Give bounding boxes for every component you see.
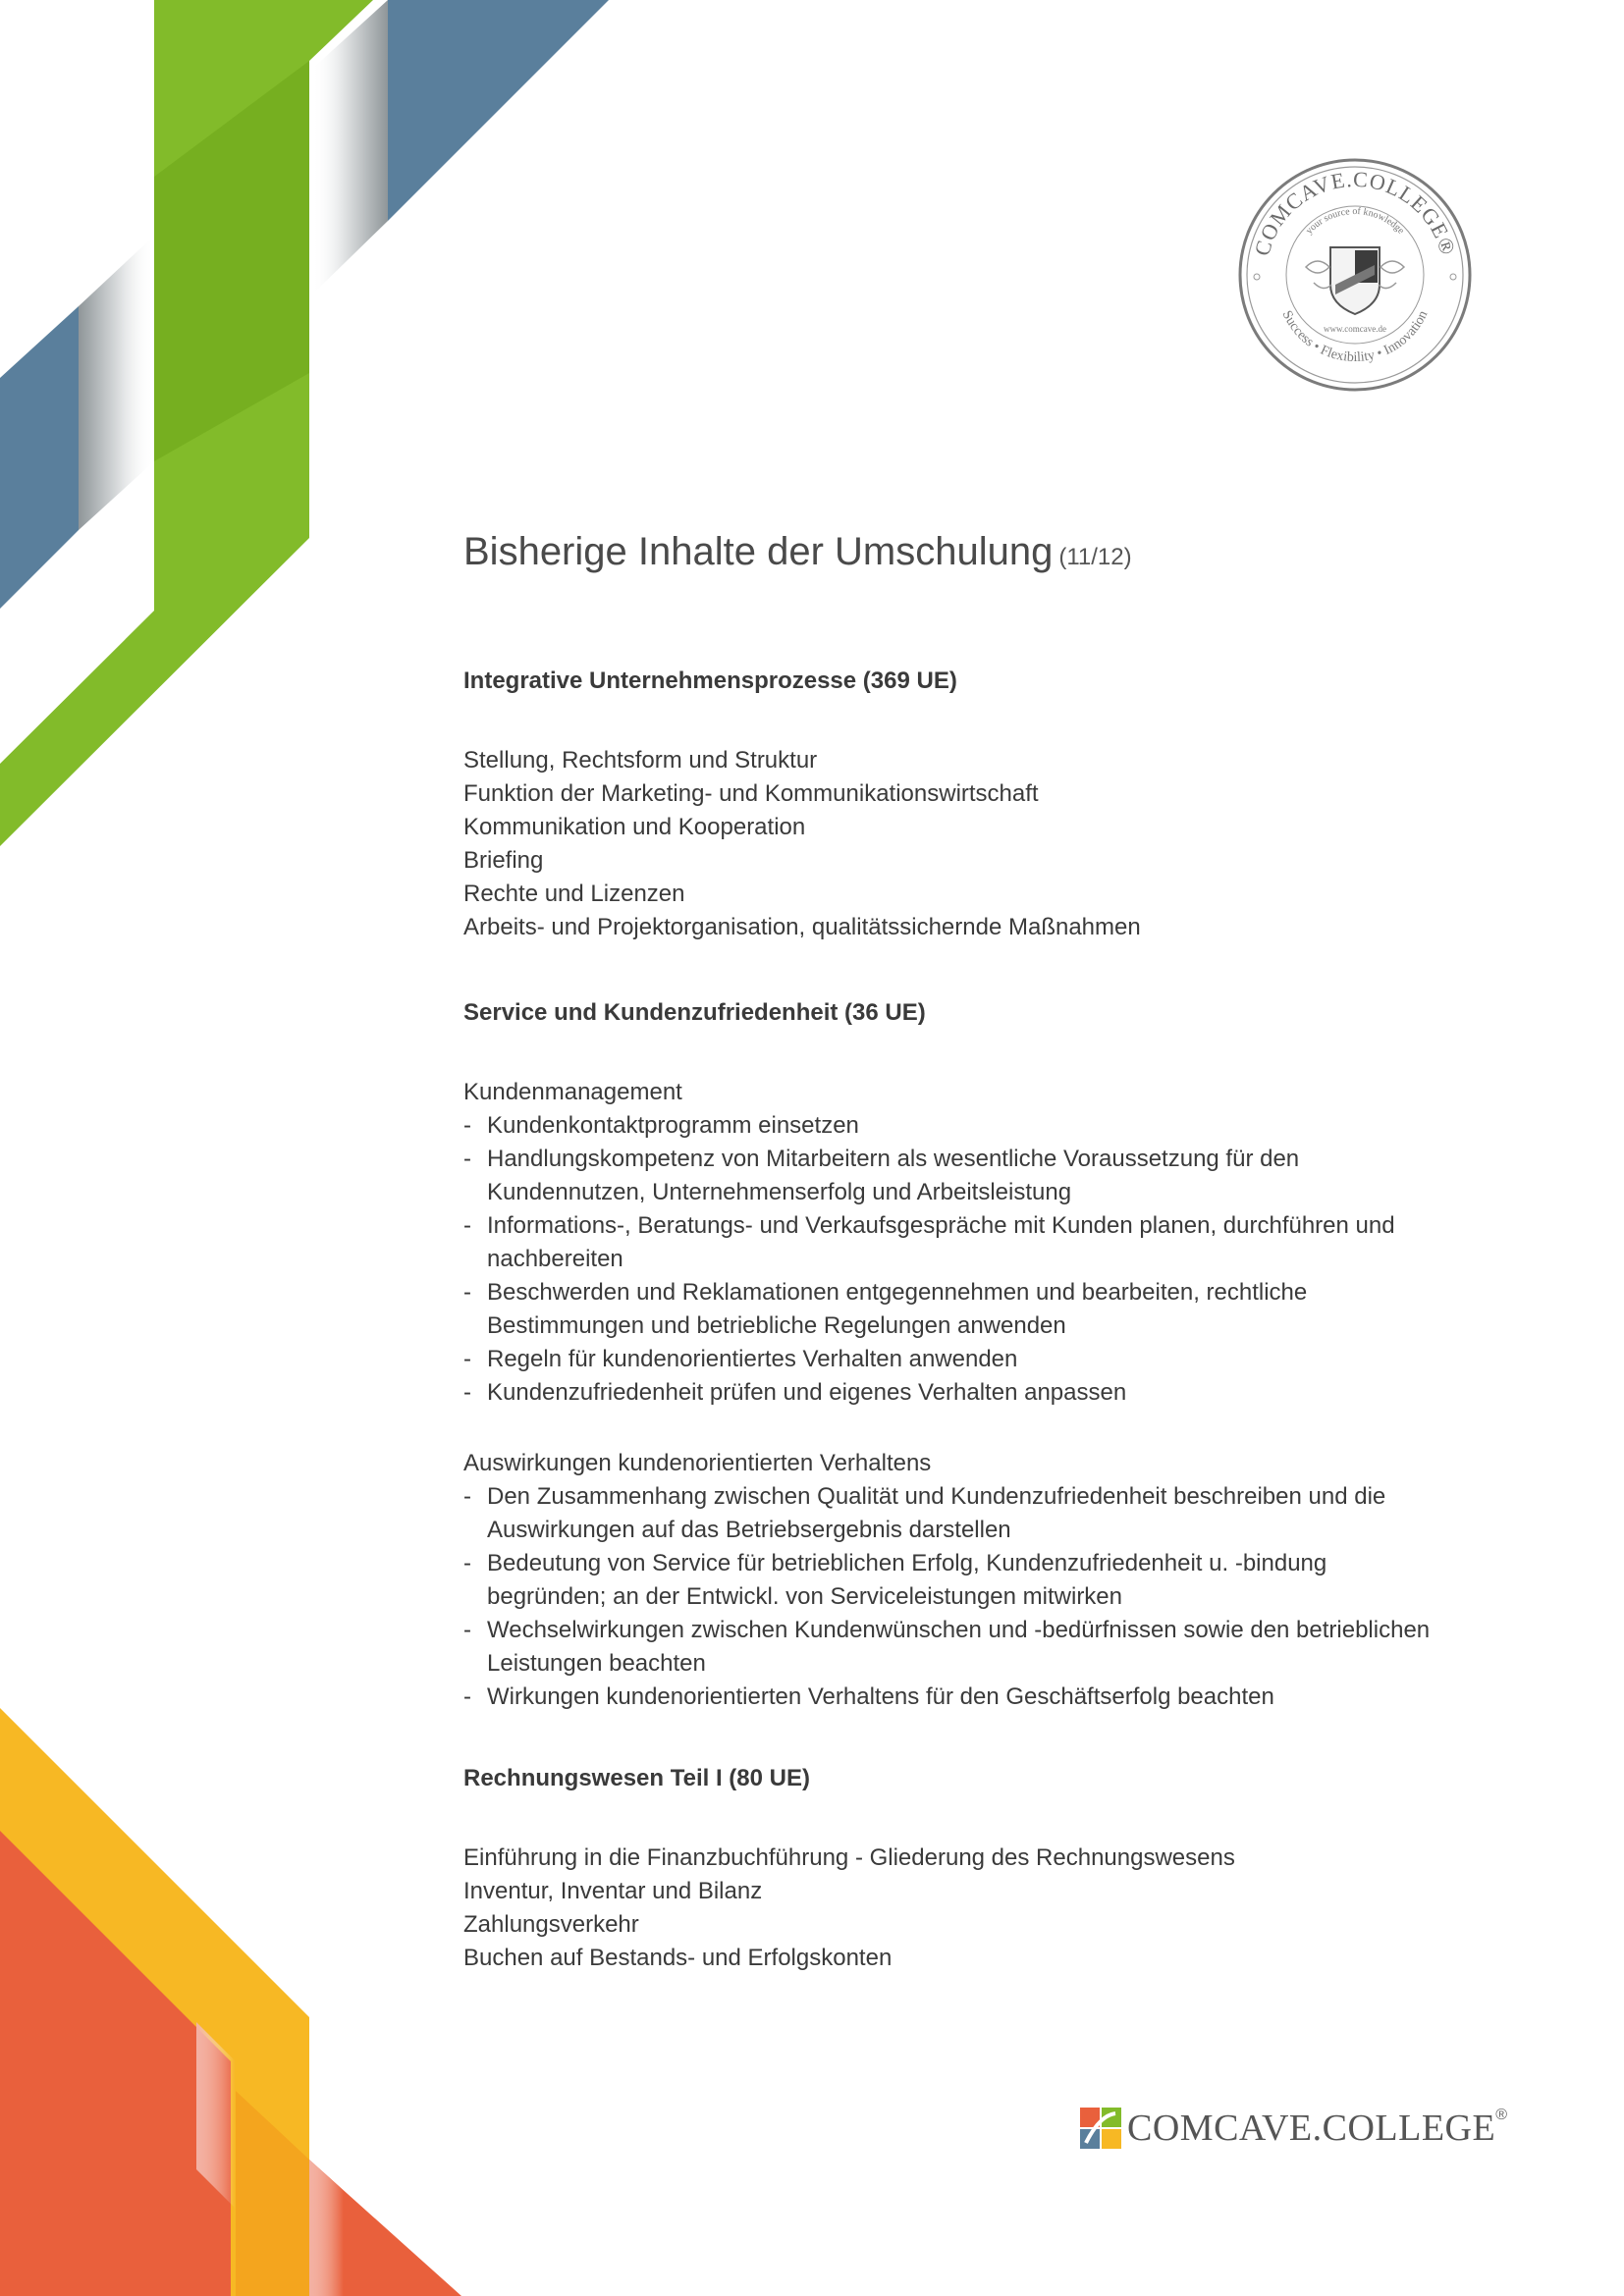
bullet-item: - Bedeutung von Service für betrieblichen Erfolg, Kundenzufriedenheit u. -bindung begründen; an der Entwickl. von Serviceleistungen mitwirken	[463, 1550, 1327, 1610]
list-item: Rechte und Lizenzen	[463, 881, 685, 907]
top-left-stripes	[0, 0, 609, 846]
svg-text:Success • Flexibility • Innova: Success • Flexibility • Innovation	[1278, 308, 1432, 366]
bullet-item: - Informations-, Beratungs- und Verkaufsgespräche mit Kunden planen, durchführen und nachbereiten	[463, 1212, 1395, 1272]
bullet-item: - Kundenzufriedenheit prüfen und eigenes Verhalten anpassen	[463, 1379, 1127, 1406]
section-heading-service: Service und Kundenzufriedenheit (36 UE)	[463, 999, 926, 1026]
list-item: Zahlungsverkehr	[463, 1911, 639, 1938]
bullet-item: - Den Zusammenhang zwischen Qualität und Kundenzufriedenheit beschreiben und die Auswirkungen auf das Betriebsergebnis darstellen	[463, 1483, 1386, 1543]
bullet-item: - Wirkungen kundenorientierten Verhaltens für den Geschäftserfolg beachten	[463, 1683, 1274, 1710]
logo-wordmark: COMCAVE.COLLEGE	[1127, 2108, 1496, 2149]
section-list-rechnungswesen	[463, 1842, 1235, 1975]
svg-text:your source of knowledge: your source of knowledge	[1303, 206, 1407, 237]
section-heading-integrative: Integrative Unternehmensprozesse (369 UE)	[463, 667, 957, 694]
bullet-item: - Wechselwirkungen zwischen Kundenwünschen und -bedürfnissen sowie den betrieblichen Leistungen beachten	[463, 1617, 1431, 1677]
list-item: Stellung, Rechtsform und Struktur	[463, 747, 818, 774]
list-item: Funktion der Marketing- und Kommunikationswirtschaft	[463, 780, 1039, 807]
list-item: Arbeits- und Projektorganisation, qualitätssichernde Maßnahmen	[463, 914, 1141, 940]
list-item: Einführung in die Finanzbuchführung - Gliederung des Rechnungswesens	[463, 1844, 1235, 1871]
bullet-item: - Handlungskompetenz von Mitarbeitern als wesentliche Voraussetzung für den Kundennutzen, Unternehmenserfolg und Arbeitsleistung	[463, 1146, 1300, 1205]
title-text: Bisherige Inhalte der Umschulung	[463, 530, 1054, 573]
footer-logo	[1080, 2107, 1507, 2152]
section-list-service	[463, 1076, 1430, 1714]
bullet-item: - Kundenkontaktprogramm einsetzen	[463, 1112, 859, 1139]
list-item: Inventur, Inventar und Bilanz	[463, 1878, 763, 1904]
section-heading-rechnungswesen: Rechnungswesen Teil I (80 UE)	[463, 1765, 810, 1791]
list-item: Buchen auf Bestands- und Erfolgskonten	[463, 1945, 893, 1971]
svg-text:www.comcave.de: www.comcave.de	[1324, 324, 1386, 334]
logo-mark-icon	[1080, 2108, 1121, 2149]
bullet-item: - Regeln für kundenorientiertes Verhalten anwenden	[463, 1346, 1018, 1372]
list-item: Briefing	[463, 847, 544, 874]
group-title: Auswirkungen kundenorientierten Verhaltens	[463, 1450, 932, 1476]
group-title: Kundenmanagement	[463, 1079, 682, 1105]
list-item: Kommunikation und Kooperation	[463, 814, 806, 840]
page-indicator: (11/12)	[1058, 544, 1132, 570]
svg-text:COMCAVE.COLLEGE®: COMCAVE.COLLEGE®	[1249, 166, 1461, 259]
college-seal	[1237, 157, 1473, 393]
page-title	[463, 530, 1132, 574]
section-list-integrative	[463, 744, 1141, 944]
logo-registered: ®	[1495, 2107, 1507, 2123]
bullet-item: - Beschwerden und Reklamationen entgegennehmen und bearbeiten, rechtliche Bestimmungen und betriebliche Regelungen anwenden	[463, 1279, 1308, 1339]
bottom-left-stripes	[0, 1708, 461, 2296]
